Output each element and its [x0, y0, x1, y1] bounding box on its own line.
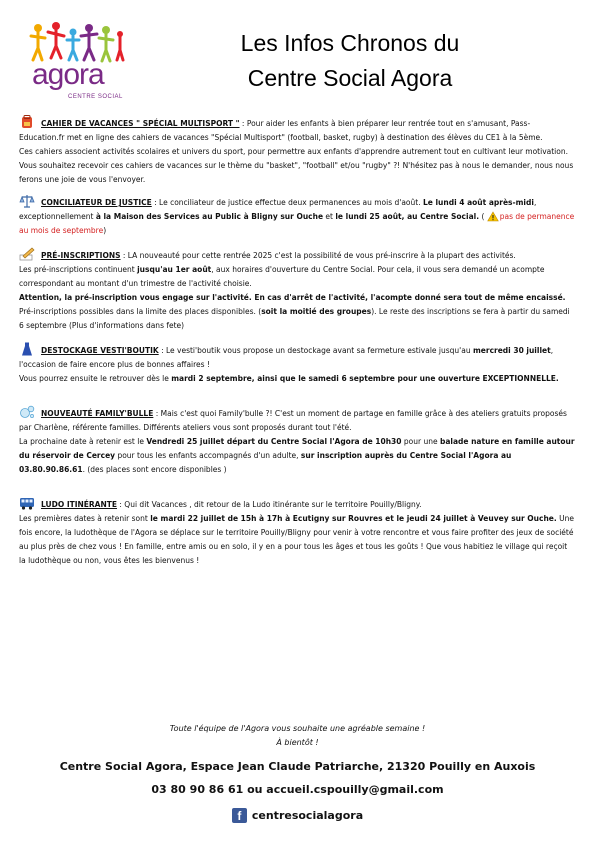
facebook-icon: f — [232, 808, 247, 823]
section-title-ludo: LUDO ITINÉRANTE — [41, 500, 118, 509]
logo-wordmark: agora — [32, 58, 104, 91]
dress-icon — [19, 342, 35, 356]
section-ludo-itinerante: LUDO ITINÉRANTE : Qui dit Vacances , dit retour de la Ludo itinérante sur le territoire Pouilly/Bligny. Les premières dates à retenir sont le mardi 22 juillet de 15h à 17h à Ecutigny sur Rouvres et le jeudi 24 juillet à Veuvey sur Ouche. Une fois encore, la ludothèque de l'Agora se déplace sur le territoire Pouilly/Bligny pour venir à votre rencontre et vous faire profiter des jeux de société au plus près de chez vous ! En famille, entre amis ou en solo, il y en a pour tous les âges et tous les goûts ! Que vous habitiez le village qui reçoit la ludothèque ou non, vous êtes les bienvenus ! — [19, 496, 575, 568]
page-title — [150, 26, 550, 96]
section-title-cahier: CAHIER DE VACANCES " SPÉCIAL MULTISPORT " — [41, 119, 240, 128]
section-destockage: DESTOCKAGE VESTI'BOUTIK : Le vesti'boutik vous propose un destockage avant sa fermeture estivale jusqu'au mercredi 30 juillet, l'occasion de faire encore plus de bonnes affaires ! Vous pourrez ensuite le retrouver dès le mardi 2 septembre, ainsi que le samedi 6 septembre pour une ouverture EXCEPTIONNELLE. — [19, 342, 575, 386]
section-conciliateur: CONCILIATEUR DE JUSTICE : Le conciliateur de justice effectue deux permanences au mois d'août. Le lundi 4 août après-midi, exceptionnellement à la Maison des Services au Public à Bligny sur Ouche et le lundi 25 août, au Centre Social. ( pas de permanence au mois de septembre) — [19, 194, 575, 238]
cahier-paragraph-3: Vous souhaitez recevoir ces cahiers de vacances sur le thème du "basket", "football" et/ou "rugby" ?! N'hésitez pas à nous le demander, nous nous ferons une joie de vous l'envoyer. — [19, 161, 574, 184]
warning-icon — [487, 211, 499, 222]
warning-text: pas de permanence au mois de septembre — [19, 212, 575, 235]
facebook-handle[interactable]: centresocialagora — [251, 809, 364, 822]
facebook-link[interactable] — [0, 808, 595, 823]
cahier-paragraph-2: Ces cahiers associent activités scolaires et univers du sport, pour permettre aux enfants d'apprendre autrement tout en cultivant leur motivation. — [19, 147, 568, 156]
footer-address: Centre Social Agora, Espace Jean Claude Patriarche, 21320 Pouilly en Auxois — [59, 760, 536, 773]
section-title-preinscriptions: PRÉ-INSCRIPTIONS — [41, 251, 121, 260]
scales-of-justice-icon — [19, 194, 35, 208]
agora-logo — [22, 18, 132, 100]
section-title-family: NOUVEAUTÉ FAMILY'BULLE — [41, 409, 154, 418]
section-title-destockage: DESTOCKAGE VESTI'BOUTIK — [41, 346, 159, 355]
footer — [0, 722, 595, 823]
title-line-1: Les Infos Chronos du — [240, 30, 460, 56]
title-line-2: Centre Social Agora — [247, 65, 453, 91]
newsletter-content — [19, 115, 575, 568]
logo-subtitle: CENTRE SOCIAL — [68, 94, 123, 100]
writing-hand-icon — [19, 247, 35, 261]
footer-wish: Toute l'équipe de l'Agora vous souhaite une agréable semaine ! — [169, 724, 426, 733]
footer-bientot: À bientôt ! — [276, 738, 319, 747]
backpack-icon — [19, 115, 35, 129]
section-family-bulle: NOUVEAUTÉ FAMILY'BULLE : Mais c'est quoi Family'bulle ?! C'est un moment de partage en famille grâce à des ateliers gratuits proposés par Charlène, référente familles. Différents ateliers vous sont proposés durant tout l'été. La prochaine date à retenir est le Vendredi 25 juillet départ du Centre Social l'Agora de 10h30 pour une balade nature en famille autour du réservoir de Cercey pour tous les enfants accompagnés d'un adulte, sur inscription auprès du Centre Social l'Agora au 03.80.90.86.61. (des places sont encore disponibles ) — [19, 405, 575, 477]
bus-icon — [19, 496, 35, 510]
footer-contact: 03 80 90 86 61 ou accueil.cspouilly@gmail.com — [151, 783, 444, 796]
section-cahier-vacances: CAHIER DE VACANCES " SPÉCIAL MULTISPORT " : Pour aider les enfants à bien préparer leur rentrée tout en s'amusant, Pass-Education.fr met en ligne des cahiers de vacances "Spécial Multisport" (football, basket, rugby) à destination des élèves du CE1 à la 5ème. Ces cahiers associent activités scolaires et univers du sport, pour permettre aux enfants d'apprendre autrement tout en cultivant leur motivation. Vous souhaitez recevoir ces cahiers de vacances sur le thème du "basket", "football" et/ou "rugby" ?! N'hésitez pas à nous le demander, nous nous ferons une joie de vous l'envoyer. — [19, 115, 575, 187]
bubbles-icon — [19, 405, 35, 419]
section-title-conciliateur: CONCILIATEUR DE JUSTICE — [41, 198, 152, 207]
section-preinscriptions: PRÉ-INSCRIPTIONS : LA nouveauté pour cette rentrée 2025 c'est la possibilité de vous pré-inscrire à la plupart des activités. Les pré-inscriptions continuent jusqu'au 1er août, aux horaires d'ouverture du Centre Social. Pour cela, il vous sera demandé un acompte correspondant au montant d'un trimestre de l'activité choisie. Attention, la pré-inscription vous engage sur l'activité. En cas d'arrêt de l'activité, l'acompte donné sera tout de même encaissé. Pré-inscriptions possibles dans la limite des places disponibles. (soit la moitié des groupes). Le reste des inscriptions se fera à partir du samedi 6 septembre (Plus d'informations dans fete) — [19, 247, 575, 333]
preinscription-warning: Attention, la pré-inscription vous engage sur l'activité. En cas d'arrêt de l'activité, l'acompte donné sera tout de même encaissé. — [19, 293, 566, 302]
